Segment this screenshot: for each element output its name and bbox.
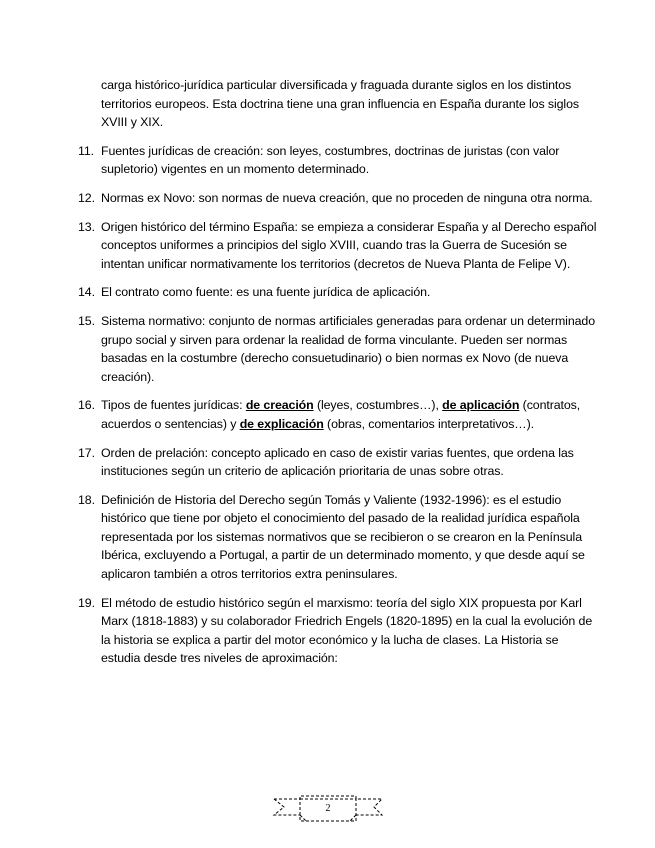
list-item-text: Definición de Historia del Derecho según Tomás y Valiente (1932-1996): es el estudio histórico que tiene por objeto el conocimiento del pasado de la realidad jurídica española representada por los sistemas normativos que se recibieron o se crearon en la Península Ibérica, excluyendo a Portugal, a partir de un determinado momento, y que desde aquí se aplicaron también a otros territorios extra peninsulares. [101,492,585,582]
list-item-text: (leyes, costumbres…), [313,398,443,413]
list-item [78,283,600,302]
list-item [78,396,600,433]
list-item-text: Fuentes jurídicas de creación: son leyes, costumbres, doctrinas de juristas (con valor supletorio) vigentes en un momento determinado. [101,143,560,177]
list-item-text: Tipos de fuentes jurídicas: [101,398,246,413]
list-item-number: 11. [78,143,95,158]
list-item-text: Orden de prelación: concepto aplicado en caso de existir varias fuentes, que ordena las instituciones según un criterio de aplicación prioritaria de unas sobre otras. [101,445,574,479]
continuation-paragraph: carga histórico-jurídica particular diversificada y fraguada durante siglos en los distintos territorios europeos. Esta doctrina tiene una gran influencia en España durante los siglos XVIII y XIX. [101,78,579,130]
list-item-text: Origen histórico del término España: se empieza a considerar España y al Derecho español conceptos uniformes a principios del siglo XVIII, cuando tras la Guerra de Sucesión se intentan unificar normativamente los territorios (decretos de Nueva Planta de Felipe V). [101,219,597,271]
list-item [78,189,600,208]
list-item-text: (contratos, acuerdos o sentencias) y [101,398,581,431]
list-item-number: 19. [78,595,95,610]
content-body [78,76,600,678]
list-item-text: El método de estudio histórico según el marxismo: teoría del siglo XIX propuesta por Karl Marx (1818-1883) y su colaborador Friedrich Engels (1820-1895) en la cual la evolución de la historia se explica a partir del motor económico y la lucha de clases. La Historia se estudia desde tres niveles de aproximación: [101,595,593,666]
list-item [78,594,600,668]
list-item-number: 15. [78,313,95,328]
list-item-text: (obras, comentarios interpretativos…). [323,416,534,431]
list-item [78,444,600,481]
underlined-term: de explicación [239,416,324,431]
page-number: 2 [325,803,331,814]
list-item-number: 12. [78,190,95,205]
list-item-number: 18. [78,492,95,507]
list-item-text: Sistema normativo: conjunto de normas artificiales generadas para ordenar un determinado grupo social y sirven para ordenar la realidad de forma vinculante. Pueden ser normas basadas en la costumbre (derecho consuetudinario) o bien normas ex Novo (de nueva creación). [101,313,595,384]
list-item [78,142,600,179]
list-item [78,312,600,386]
list-item-text: Normas ex Novo: son normas de nueva creación, que no proceden de ninguna otra norma. [101,190,593,205]
list-item [78,491,600,584]
list-item-number: 17. [78,445,95,460]
list-item-number: 14. [78,285,95,300]
list-item-text: El contrato como fuente: es una fuente jurídica de aplicación. [101,285,431,300]
underlined-term: de creación [245,398,314,413]
list-item-number: 13. [78,219,95,234]
underlined-term: de aplicación [442,398,520,413]
page-number-box [272,795,384,825]
list-item [78,218,600,274]
numbered-list [78,142,600,668]
list-item-number: 16. [78,398,95,413]
